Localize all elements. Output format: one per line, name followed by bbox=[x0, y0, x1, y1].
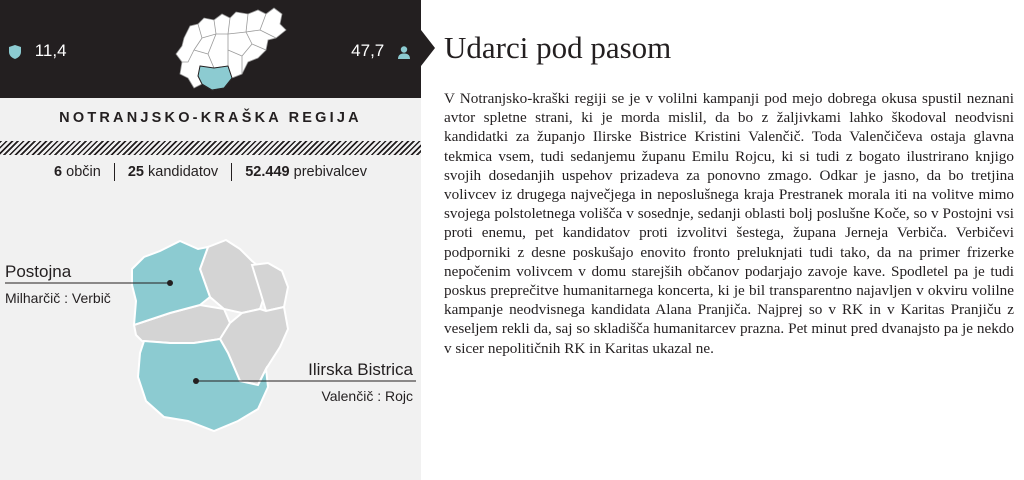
pointer-arrow bbox=[421, 30, 435, 66]
right-stat-value: 47,7 bbox=[351, 41, 385, 60]
candidates-count: 25 bbox=[127, 163, 144, 180]
town-name-ilirska-bistrica: Ilirska Bistrica bbox=[308, 360, 413, 379]
article-body: V Notranjsko-kraški regiji se je v volilni kampanji pod mejo dobrega okusa spustil neznani avtor spletne strani, ki je morda mislil, da bo z žaljivkami lahko škodoval neodvisni kandidatki za županjo Ilirske Bistrice Kristini Valenčič. Toda Valenčičeva ostaja glavna tekmica vsem, tudi sedanjemu županu Emilu Rojcu, ki si tudi z bogato ilustrirano knjigo svojih dosedanjih uspehov prizadeva za ponovno zmago. Odkar je jasno, da bo tretjina volivcev iz drugega največjega in neposlušnega kraja Prestranek morala iti na volitve mimo svojega polstoletnega volišča v sosednje, sedanji oblasti bolj poslušne Koče, so v Postojni vsi proti enemu, pet kandidatov proti izvolitvi šestega, župana Jerneja Verbiča. Verbičevi podporniki z desne poskušajo enovito fronto preluknjati tudi tako, da na primer frizerke nepočenim volivcem v domu starejših občanov podarjajo zavoje kave. Spodletel pa je tudi poskus preprečitve humanitarnega koncerta, ki je bil transparentno najavljen v okviru volilne kampanje neodvisnega kandidata Alana Pranjiča. Najprej so v RK in v Karitas Pranjiču z veseljem rekli da, saj so skladišča humanitarcev prazna. Pet minut pred dvanajsto pa je nekdo v sicer nepolitičnih RK in Karitas ukazal ne. bbox=[444, 90, 1014, 357]
municipalities-label: občin bbox=[66, 163, 101, 180]
town-name-postojna: Postojna bbox=[5, 262, 72, 281]
town-parties-postojna: Milharčič : Verbič bbox=[5, 290, 111, 306]
town-parties-ilirska-bistrica: Valenčič : Rojc bbox=[321, 388, 413, 404]
region-title: NOTRANJSKO-KRAŠKA REGIJA bbox=[59, 110, 362, 126]
left-stat-value: 11,4 bbox=[34, 41, 67, 60]
leader-lines bbox=[0, 0, 421, 480]
candidates-label: kandidatov bbox=[148, 163, 219, 180]
municipalities-count: 6 bbox=[54, 163, 63, 180]
population-count: 52.449 bbox=[245, 163, 290, 180]
population-label: prebivalcev bbox=[293, 163, 367, 180]
infographic-panel bbox=[0, 0, 421, 480]
article-headline: Udarci pod pasom bbox=[444, 30, 672, 65]
